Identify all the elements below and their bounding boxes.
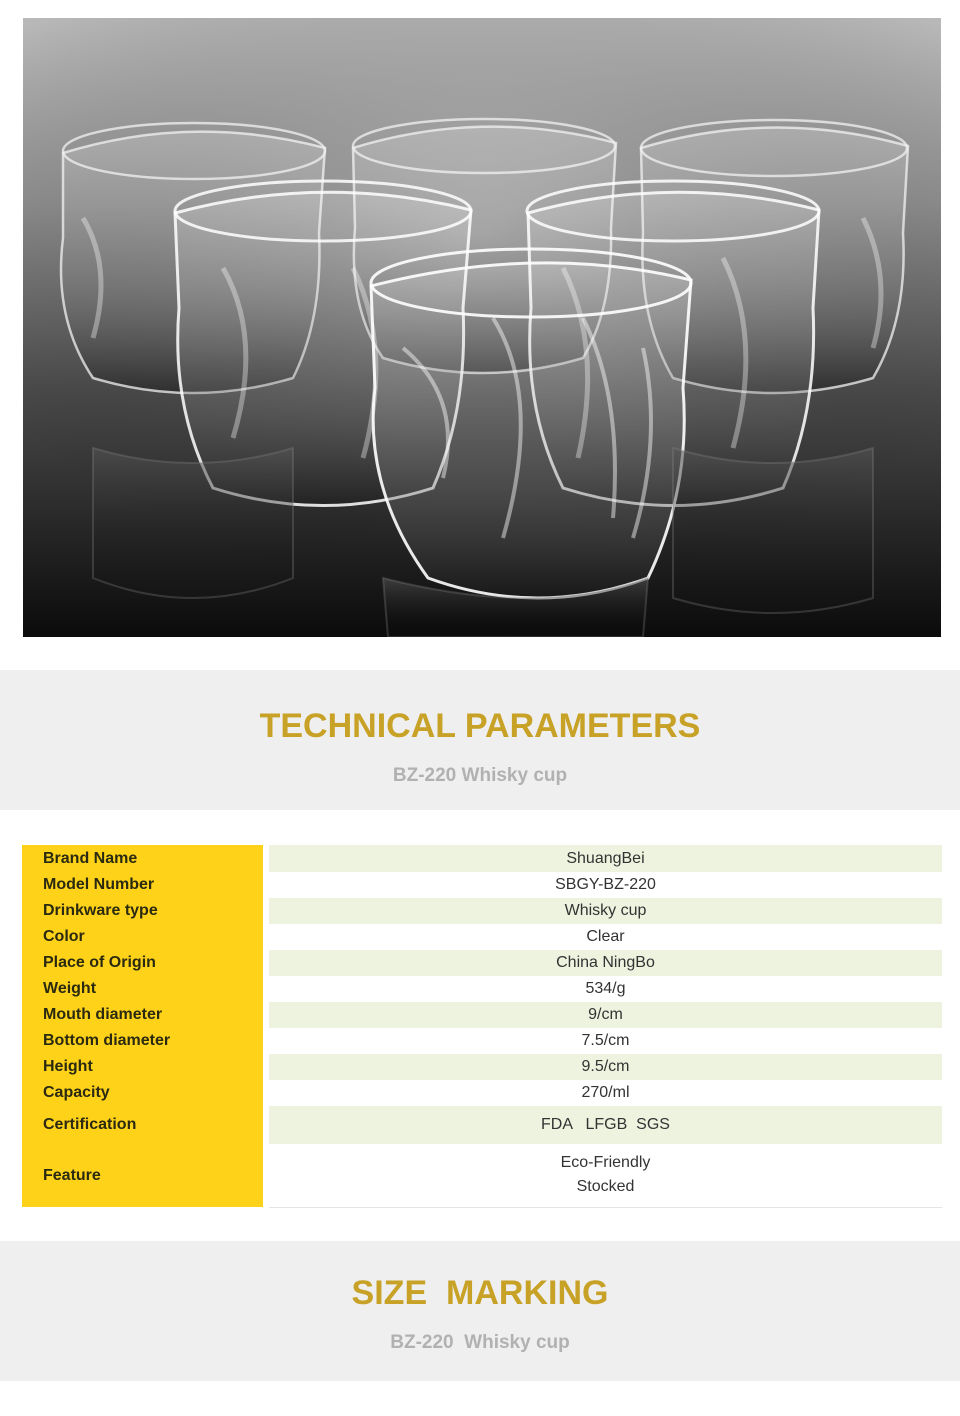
table-row [22,1054,942,1080]
param-value: 9/cm [269,1002,942,1028]
size-marking-subtitle: BZ-220 Whisky cup [390,1332,570,1353]
glass-front [371,249,691,598]
table-row [22,1028,942,1054]
param-label: Model Number [22,872,263,898]
param-label: Color [22,924,263,950]
product-photo [23,18,941,637]
param-value: 7.5/cm [269,1028,942,1054]
param-value: Clear [269,924,942,950]
param-label: Feature [22,1144,263,1207]
whisky-glasses-photo-icon [23,18,941,637]
size-marking-band [0,1241,960,1381]
table-row [22,1106,942,1144]
feature-value-1: Eco-Friendly [560,1154,651,1172]
param-label: Certification [22,1106,263,1144]
param-value: Whisky cup [269,898,942,924]
feature-value-2: Stocked [576,1178,635,1196]
technical-parameters-band [0,670,960,810]
param-label: Bottom diameter [22,1028,263,1054]
table-row [22,1002,942,1028]
param-value: SBGY-BZ-220 [269,872,942,898]
size-marking-title: SIZE MARKING [351,1274,609,1312]
parameters-table [22,845,942,1208]
table-row [22,1080,942,1106]
table-row [22,924,942,950]
table-row [22,976,942,1002]
param-value: 9.5/cm [269,1054,942,1080]
table-row [22,898,942,924]
certification-value: FDA LFGB SGS [541,1116,670,1133]
parameters-table-body [22,845,942,1207]
param-label: Capacity [22,1080,263,1106]
table-row [22,1144,942,1207]
param-label: Brand Name [22,845,263,872]
table-row [22,950,942,976]
param-value [269,1144,942,1207]
param-value: China NingBo [269,950,942,976]
param-value: 270/ml [269,1080,942,1106]
param-value: 534/g [269,976,942,1002]
table-row [22,872,942,898]
technical-parameters-subtitle: BZ-220 Whisky cup [392,765,568,786]
param-label: Place of Origin [22,950,263,976]
table-row [22,845,942,872]
param-label: Height [22,1054,263,1080]
technical-parameters-title: TECHNICAL PARAMETERS [259,707,701,745]
param-value: ShuangBei [269,845,942,872]
param-label: Weight [22,976,263,1002]
param-label: Drinkware type [22,898,263,924]
param-label: Mouth diameter [22,1002,263,1028]
param-value [269,1106,942,1144]
